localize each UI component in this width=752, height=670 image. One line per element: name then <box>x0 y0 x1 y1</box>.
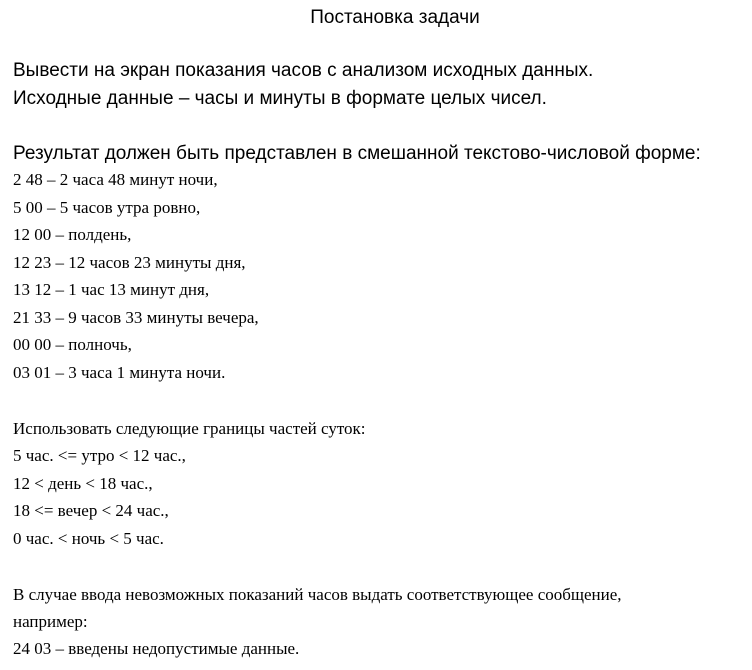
invalid-input-line-2: например: <box>13 612 88 631</box>
boundary-item: 12 < день < 18 час., <box>13 473 153 493</box>
invalid-input-example: 24 03 – введены недопустимые данные. <box>13 639 300 658</box>
result-heading: Результат должен быть представлен в смешанной текстово-числовой форме: <box>13 143 701 164</box>
example-item: 21 33 – 9 часов 33 минуты вечера, <box>13 307 259 327</box>
example-item: 5 00 – 5 часов утра ровно, <box>13 197 201 217</box>
intro-line-1: Вывести на экран показания часов с анализом исходных данных. <box>13 60 594 81</box>
boundary-item: 18 <= вечер < 24 час., <box>13 501 169 520</box>
example-item: 03 01 – 3 часа 1 минута ночи. <box>13 362 226 382</box>
boundary-item: 0 час. < ночь < 5 час. <box>13 528 164 548</box>
example-item: 12 23 – 12 часов 23 минуты дня, <box>13 252 246 272</box>
boundary-item: 5 час. <= утро < 12 час., <box>13 446 186 465</box>
boundaries-list <box>13 442 186 552</box>
boundaries-heading: Использовать следующие границы частей суток: <box>13 419 366 438</box>
page-title: Постановка задачи <box>310 7 480 28</box>
example-item: 00 00 – полночь, <box>13 335 132 354</box>
example-item: 13 12 – 1 час 13 минут дня, <box>13 280 210 299</box>
invalid-input-line-1: В случае ввода невозможных показаний часов выдать соответствующее сообщение, <box>13 585 622 604</box>
intro-line-2: Исходные данные – часы и минуты в формате целых чисел. <box>13 88 547 109</box>
example-item: 2 48 – 2 часа 48 минут ночи, <box>13 170 218 189</box>
examples-list <box>13 166 259 386</box>
example-item: 12 00 – полдень, <box>13 225 132 244</box>
